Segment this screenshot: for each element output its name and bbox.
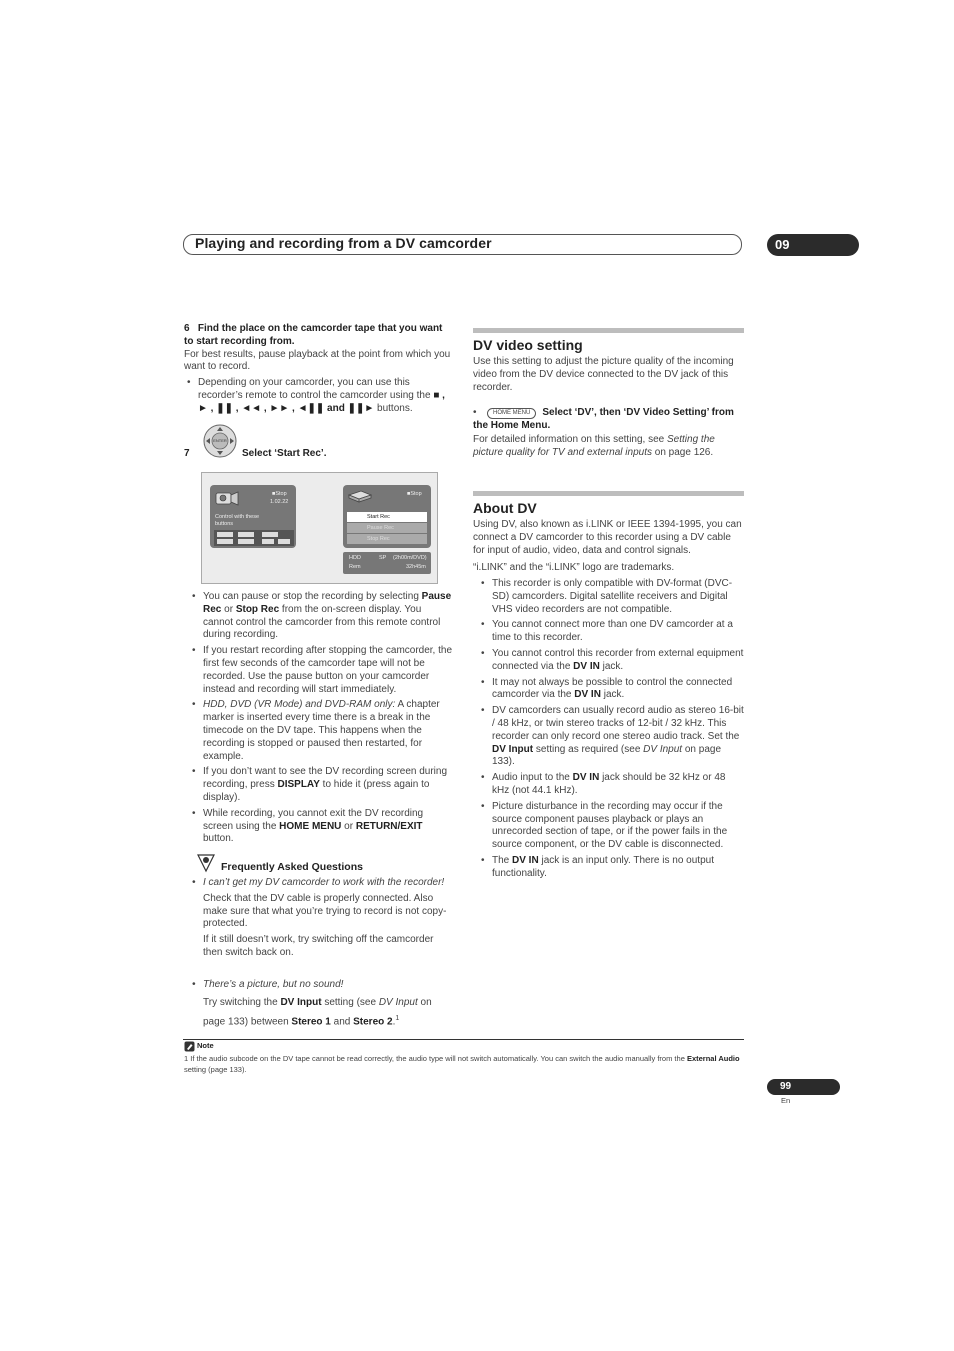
faq-answer-1a: Check that the DV cable is properly connected. Also make sure that what you’re trying to record is not copy-protected. xyxy=(203,892,447,930)
faq-question-1: • I can’t get my DV camcorder to work with the recorder! xyxy=(189,877,454,890)
list-item: • It may not always be possible to control the connected camcorder via the DV IN jack. xyxy=(478,677,744,703)
info-rem: Rem xyxy=(349,564,361,570)
footnote-text: 1 If the audio subcode on the DV tape cannot be read correctly, the audio type will not switch automatically. You can switch the audio manually from the External Audio setting (page 133). xyxy=(184,1054,740,1074)
list-item: • This recorder is only compatible with DV-format (DVC-SD) camcorders. Digital satellite receivers and Digital VHS video recorders are not compatible. xyxy=(478,578,744,616)
left-status: ■Stop xyxy=(272,491,287,497)
step-6-title: Find the place on the camcorder tape that you want to start recording from. xyxy=(184,323,443,347)
record-menu-panel xyxy=(343,485,431,548)
dv-video-body: Use this setting to adjust the picture quality of the incoming video from the DV device connected to the DV jack of this recorder. xyxy=(473,356,734,393)
language-code: En xyxy=(781,1096,791,1105)
dv-recording-screen-illustration xyxy=(201,472,438,584)
footnote-ref: 1 xyxy=(395,1014,400,1022)
page-header-title: Playing and recording from a DV camcorder xyxy=(195,235,492,251)
faq-tip-icon xyxy=(196,853,216,873)
faq-question-2: • There’s a picture, but no sound! xyxy=(189,979,454,992)
faq-answer-1b: If it still doesn’t work, try switching off the camcorder then switch back on. xyxy=(203,934,434,958)
disk-info-panel xyxy=(343,552,431,574)
dv-video-title: DV video setting xyxy=(473,337,583,353)
info-hdd: HDD xyxy=(349,555,361,561)
camcorder-icon xyxy=(214,488,240,508)
menu-pause-rec[interactable]: Pause Rec xyxy=(347,523,427,533)
list-item: • The DV IN jack is an input only. There is no output functionality. xyxy=(478,855,744,881)
menu-start-rec[interactable]: Start Rec xyxy=(347,512,427,522)
about-dv-list xyxy=(478,578,744,881)
left-caption: Control with these buttons xyxy=(215,514,260,527)
dv-video-step: • HOME MENU Select ‘DV’, then ‘DV Video Setting’ from the Home Menu. xyxy=(473,407,734,431)
list-item: • You can pause or stop the recording by selecting Pause Rec or Stop Rec from the on-screen display. You cannot control the camcorder from this remote control during recording. xyxy=(189,591,454,642)
remote-dial-icon xyxy=(203,424,237,458)
faq-answer-2: Try switching the DV Input setting (see DV Input on page 133) between Stereo 1 and Stereo 2.$^1$ xyxy=(203,996,432,1027)
step-7-title: Select ‘Start Rec’. xyxy=(242,448,327,459)
footnote-divider xyxy=(183,1039,744,1040)
about-dv-body: Using DV, also known as i.LINK or IEEE 1394-1995, you can connect a DV camcorder to this recorder using a DV cable for input of audio, video, data and control signals. xyxy=(473,519,742,556)
step-6 xyxy=(184,323,454,416)
faq-title: Frequently Asked Questions xyxy=(221,861,363,873)
transport-buttons xyxy=(214,530,294,546)
left-timecode: 1.02.22 xyxy=(270,499,289,505)
step-7-number: 7 xyxy=(184,448,190,459)
info-rem-time: 32h45m xyxy=(406,564,426,570)
dial-enter-label: ENTER xyxy=(213,438,227,443)
dv-video-section-bar xyxy=(473,328,744,333)
disc-recorder-icon xyxy=(347,489,373,503)
about-dv-trademark: “i.LINK” and the “i.LINK” logo are trademarks. xyxy=(473,562,675,573)
recording-notes xyxy=(189,591,454,846)
about-dv-section-bar xyxy=(473,491,744,496)
list-item: • DV camcorders can usually record audio as stereo 16-bit / 48 kHz, or twin stereo tracks of 12-bit / 32 kHz. This recorder can only record one stereo audio track. Set the DV Input setting as required (see DV Input on page 133). xyxy=(478,705,744,769)
list-item: • If you restart recording after stopping the camcorder, the first few seconds of the camcorder tape will not be recorded. Use the pause button on your camcorder instead and recording will start immediately. xyxy=(189,645,454,696)
list-item: • Audio input to the DV IN jack should be 32 kHz or 48 kHz (not 44.1 kHz). xyxy=(478,772,744,798)
info-dvd: (2h00m/DVD) xyxy=(393,555,427,561)
list-item: • If you don’t want to see the DV recording screen during recording, press DISPLAY to hide it (press again to display). xyxy=(189,766,454,804)
home-menu-button-icon: HOME MENU xyxy=(487,408,536,419)
camcorder-control-panel xyxy=(210,485,296,548)
list-item: • HDD, DVD (VR Mode) and DVD-RAM only: A chapter marker is inserted every time there is a break in the timecode on the DV tape. This happens when the recording is stopped or paused then restarted, for example. xyxy=(189,699,454,763)
about-dv-title: About DV xyxy=(473,500,537,516)
dv-video-reference: For detailed information on this setting, see Setting the picture quality for TV and external inputs on page 126. xyxy=(473,434,715,458)
list-item: • Picture disturbance in the recording may occur if the source component pauses playback or plays an unrecorded section of tape, or if the power fails in the source component, or the DV cable is disconnected. xyxy=(478,801,744,852)
list-item: • While recording, you cannot exit the DV recording screen using the HOME MENU or RETURN/EXIT button. xyxy=(189,808,454,846)
list-item: • You cannot connect more than one DV camcorder at a time to this recorder. xyxy=(478,619,744,645)
step-6-number: 6 xyxy=(184,323,190,334)
note-icon xyxy=(184,1041,195,1052)
list-item: • You cannot control this recorder from external equipment connected via the DV IN jack. xyxy=(478,648,744,674)
chapter-badge: 09 xyxy=(767,234,859,256)
right-status: ■Stop xyxy=(407,491,422,497)
info-mode: SP xyxy=(379,555,387,561)
page-number: 99 xyxy=(767,1079,840,1095)
menu-stop-rec[interactable]: Stop Rec xyxy=(347,534,427,544)
note-label: Note xyxy=(197,1041,214,1050)
step-6-body: For best results, pause playback at the point from which you want to record. xyxy=(184,348,451,373)
faq-body xyxy=(189,877,454,1030)
step-6-bullet: • Depending on your camcorder, you can use this recorder’s remote to control the camcorder using the ■ , ► , ❚❚ , ◄◄ , ►► , ◄❚❚ and ❚❚► buttons. xyxy=(184,377,454,415)
transport-button-glyphs: ■ , ► , ❚❚ , ◄◄ , ►► , ◄❚❚ and ❚❚► xyxy=(198,389,445,414)
